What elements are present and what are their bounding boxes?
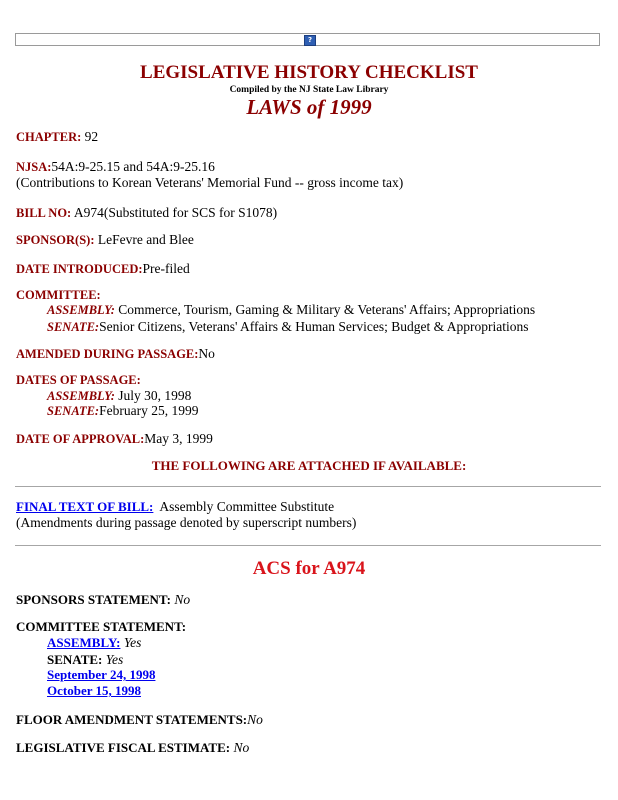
- cs-senate-value: Yes: [102, 652, 124, 667]
- passage-senate-row: [47, 402, 198, 420]
- cs-assembly-link[interactable]: ASSEMBLY:: [47, 635, 121, 650]
- sponsors-label: SPONSOR(S):: [16, 233, 95, 247]
- committee-statement-label: COMMITTEE STATEMENT:: [16, 619, 187, 634]
- chapter-row: [16, 128, 98, 146]
- njsa-value: 54A:9-25.15 and 54A:9-25.16: [51, 159, 215, 174]
- amended-label: AMENDED DURING PASSAGE:: [16, 347, 199, 361]
- laws-year: LAWS of 1999: [246, 95, 372, 119]
- cs-date-link-1[interactable]: September 24, 1998: [47, 667, 156, 682]
- bill-no-label: BILL NO:: [16, 206, 72, 220]
- chapter-label: CHAPTER:: [16, 130, 82, 144]
- final-text-value: Assembly Committee Substitute: [153, 499, 335, 514]
- amended-value: No: [198, 346, 215, 361]
- fiscal-estimate-value: No: [230, 740, 250, 755]
- divider-2: [15, 545, 601, 546]
- sponsors-statement-row: [16, 591, 190, 609]
- cs-senate-label: SENATE:: [47, 652, 103, 667]
- cs-assembly-value: Yes: [120, 635, 142, 650]
- committee-assembly-label: ASSEMBLY:: [47, 303, 115, 317]
- sponsors-row: [16, 231, 194, 249]
- njsa-label: NJSA:: [16, 160, 52, 174]
- sponsors-statement-label: SPONSORS STATEMENT:: [16, 592, 171, 607]
- fiscal-estimate-label: LEGISLATIVE FISCAL ESTIMATE:: [16, 740, 231, 755]
- floor-amendment-label: FLOOR AMENDMENT STATEMENTS:: [16, 712, 248, 727]
- dates-of-passage-label: DATES OF PASSAGE:: [16, 373, 141, 387]
- amended-row: [16, 345, 215, 363]
- final-text-link[interactable]: FINAL TEXT OF BILL:: [16, 499, 154, 514]
- approval-row: [16, 430, 213, 448]
- passage-assembly-label: ASSEMBLY:: [47, 389, 115, 403]
- help-icon[interactable]: ?: [304, 35, 316, 46]
- final-text-row: [16, 498, 334, 516]
- date-introduced-value: Pre-filed: [142, 261, 190, 276]
- committee-label: COMMITTEE:: [16, 288, 101, 302]
- date-introduced-label: DATE INTRODUCED:: [16, 262, 143, 276]
- acs-heading: ACS for A974: [252, 558, 366, 579]
- divider-1: [15, 486, 601, 487]
- floor-amendment-value: No: [247, 712, 263, 727]
- committee-assembly-value: Commerce, Tourism, Gaming & Military & Veterans' Affairs; Appropriations: [114, 302, 536, 317]
- committee-senate-label: SENATE:: [47, 320, 100, 334]
- top-frame-box: [15, 33, 600, 46]
- njsa-note: (Contributions to Korean Veterans' Memorial Fund -- gross income tax): [16, 175, 404, 190]
- approval-label: DATE OF APPROVAL:: [16, 432, 145, 446]
- approval-value: May 3, 1999: [144, 431, 213, 446]
- floor-amendment-row: [16, 711, 263, 729]
- bill-no-value: A974(Substituted for SCS for S1078): [71, 205, 278, 220]
- passage-senate-label: SENATE:: [47, 404, 100, 418]
- cs-assembly-row: [47, 634, 141, 652]
- attached-heading: THE FOLLOWING ARE ATTACHED IF AVAILABLE:: [151, 458, 467, 473]
- page-title: LEGISLATIVE HISTORY CHECKLIST: [140, 62, 478, 83]
- compiled-by: Compiled by the NJ State Law Library: [229, 85, 389, 95]
- committee-senate-row: [47, 318, 528, 336]
- committee-senate-value: Senior Citizens, Veterans' Affairs & Human Services; Budget & Appropriations: [99, 319, 529, 334]
- njsa-row: [16, 158, 215, 176]
- sponsors-statement-value: No: [170, 592, 191, 607]
- final-text-note: (Amendments during passage denoted by superscript numbers): [16, 515, 357, 530]
- passage-senate-value: February 25, 1999: [99, 403, 199, 418]
- passage-assembly-value: July 30, 1998: [114, 388, 192, 403]
- bill-no-row: [16, 204, 277, 222]
- fiscal-estimate-row: [16, 739, 249, 757]
- committee-assembly-row: [47, 301, 535, 319]
- chapter-value: 92: [81, 129, 99, 144]
- cs-date-link-2[interactable]: October 15, 1998: [47, 683, 141, 698]
- sponsors-value: LeFevre and Blee: [94, 232, 194, 247]
- date-introduced-row: [16, 260, 190, 278]
